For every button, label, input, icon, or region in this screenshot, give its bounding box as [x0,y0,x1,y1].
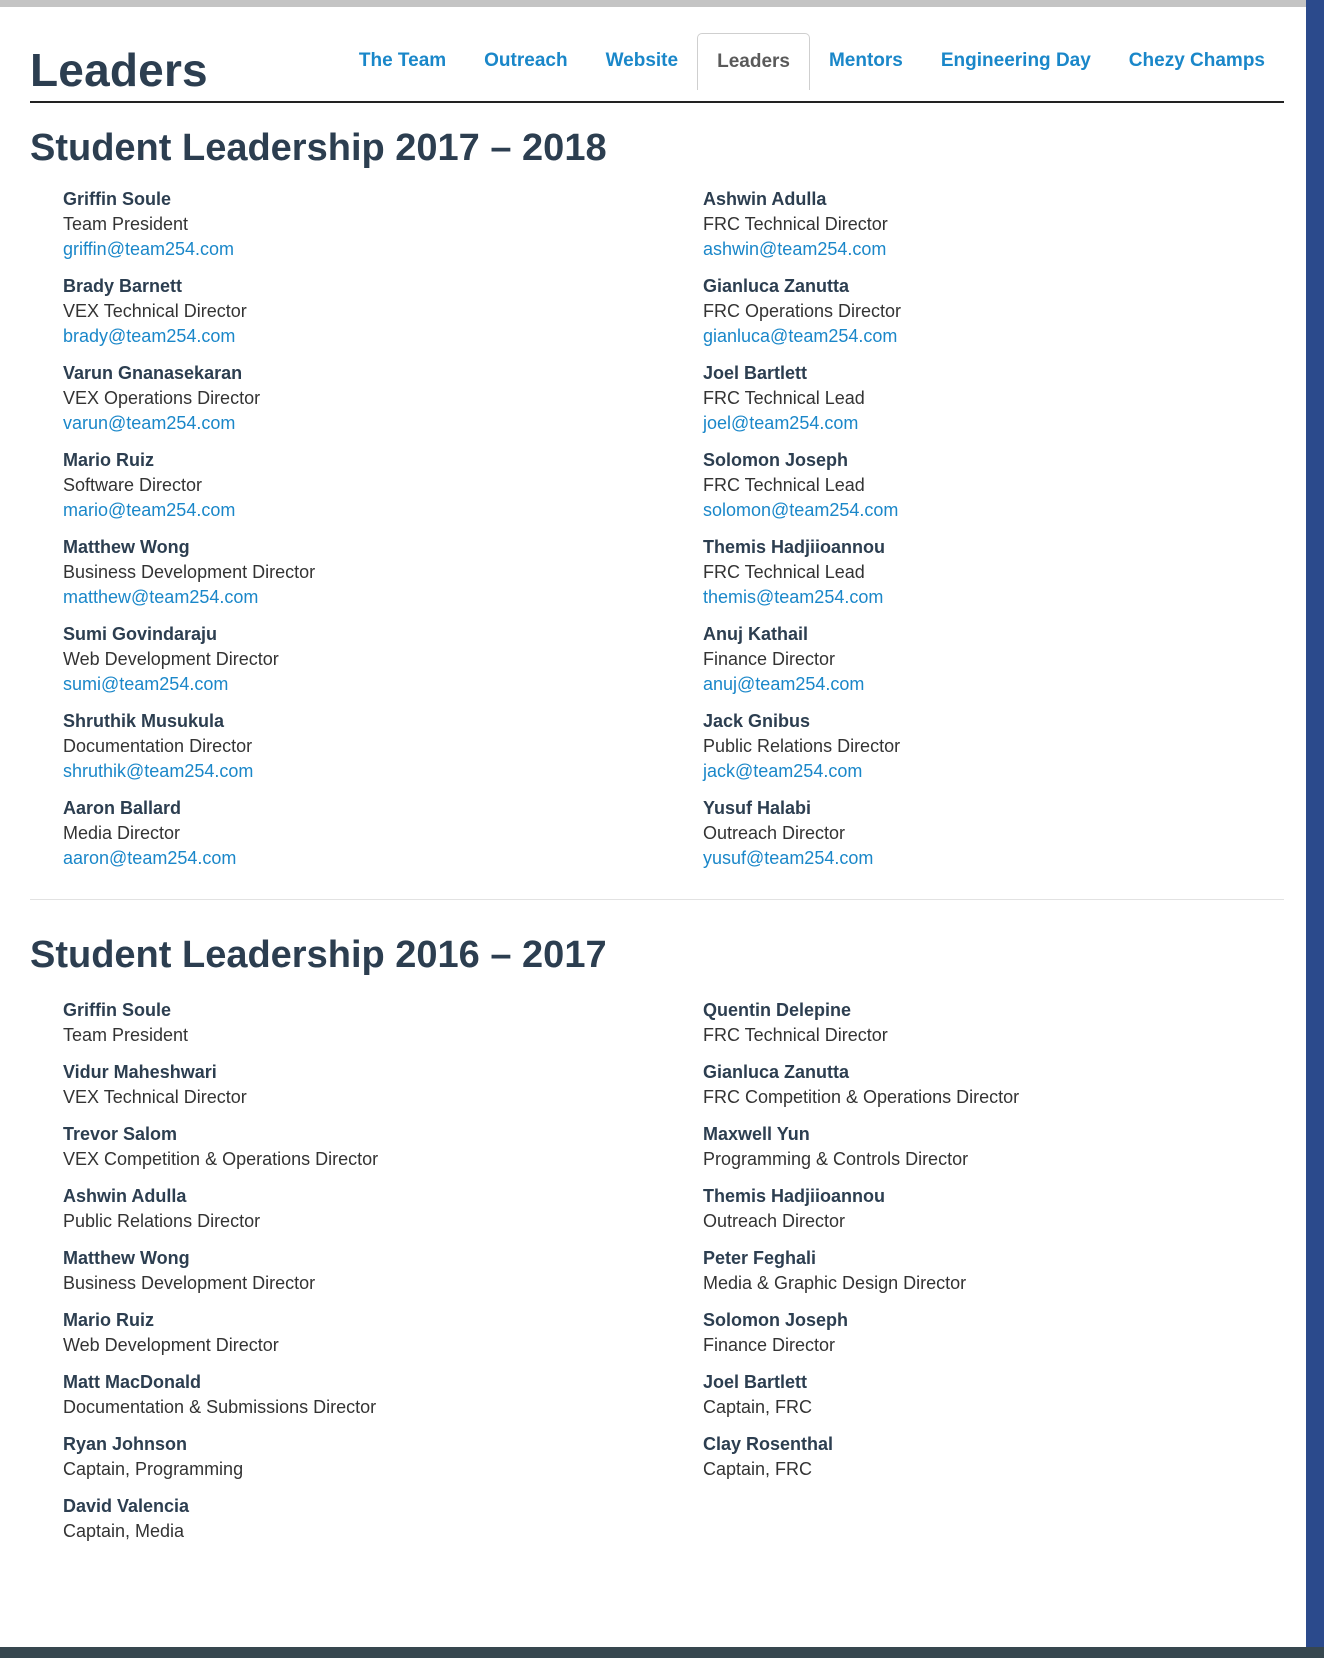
leader-role: FRC Technical Director [703,1025,888,1045]
leader-role: Public Relations Director [703,736,901,756]
leader-email-link[interactable]: aaron@team254.com [63,848,237,868]
leader-role: VEX Competition & Operations Director [63,1149,379,1169]
leader-name: Ryan Johnson [63,1434,188,1454]
leader-role: Captain, Media [63,1521,185,1541]
leader-entry [63,187,703,274]
leader-email-link[interactable]: shruthik@team254.com [63,761,254,781]
leader-name: Yusuf Halabi [703,798,812,818]
leader-column-left [63,998,703,1556]
leader-entry [63,998,703,1060]
leader-entry [63,1246,703,1308]
leader-entry [703,1122,1243,1184]
leader-name: Matthew Wong [63,1248,190,1268]
leader-name: Griffin Soule [63,1000,171,1020]
leader-entry [703,1060,1243,1122]
leader-role: Media & Graphic Design Director [703,1273,967,1293]
leader-role: Business Development Director [63,562,316,582]
leader-name: Clay Rosenthal [703,1434,834,1454]
leader-name: Gianluca Zanutta [703,276,850,296]
browser-top-bar [0,0,1324,7]
leader-entry [63,274,703,361]
leader-entry [63,361,703,448]
page-side-rail [1306,0,1324,1658]
leader-entry [703,448,1243,535]
leader-entry [63,1060,703,1122]
leader-column-left [63,187,703,883]
page-title: Leaders [30,44,208,96]
section-title: Student Leadership 2016 – 2017 [30,934,607,976]
leader-name: Themis Hadjiioannou [703,537,886,557]
leader-name: Matt MacDonald [63,1372,202,1392]
leader-entry [703,1432,1243,1494]
leader-name: Joel Bartlett [703,363,808,383]
leader-name: Ashwin Adulla [63,1186,187,1206]
leader-entry [63,1122,703,1184]
leader-role: FRC Competition & Operations Director [703,1087,1020,1107]
leader-role: Software Director [63,475,203,495]
leader-role: Captain, FRC [703,1397,813,1417]
leader-entry [63,535,703,622]
leader-name: David Valencia [63,1496,190,1516]
leader-entry [63,622,703,709]
leader-name: Mario Ruiz [63,1310,155,1330]
tab-the-team[interactable]: The Team [358,50,447,71]
leader-entry [703,796,1243,883]
leader-role: Business Development Director [63,1273,316,1293]
leader-email-link[interactable]: varun@team254.com [63,413,236,433]
page-footer-bar [0,1647,1324,1658]
leader-email-link[interactable]: solomon@team254.com [703,500,899,520]
leader-entry [703,1308,1243,1370]
leader-name: Anuj Kathail [703,624,809,644]
leader-entry [703,1370,1243,1432]
leader-email-link[interactable]: anuj@team254.com [703,674,865,694]
leader-entry [703,1184,1243,1246]
leader-name: Shruthik Musukula [63,711,225,731]
leader-email-link[interactable]: gianluca@team254.com [703,326,898,346]
leader-entry [703,361,1243,448]
leadership-section-2016-2017 [30,932,1284,1556]
leader-role: FRC Operations Director [703,301,902,321]
leader-entry [63,1184,703,1246]
tab-chezy-champs[interactable]: Chezy Champs [1128,50,1265,71]
page-content [30,7,1284,1556]
leader-role: Programming & Controls Director [703,1149,969,1169]
leader-name: Solomon Joseph [703,1310,849,1330]
leader-role: VEX Operations Director [63,388,261,408]
leader-role: Captain, Programming [63,1459,244,1479]
leader-name: Sumi Govindaraju [63,624,218,644]
leader-role: Outreach Director [703,823,846,843]
leader-name: Aaron Ballard [63,798,182,818]
leader-name: Themis Hadjiioannou [703,1186,886,1206]
leader-name: Solomon Joseph [703,450,849,470]
leader-name: Vidur Maheshwari [63,1062,217,1082]
leader-column-right [703,187,1243,883]
tab-outreach[interactable]: Outreach [484,50,568,71]
leader-email-link[interactable]: mario@team254.com [63,500,236,520]
leader-entry [63,796,703,883]
leader-role: Web Development Director [63,1335,279,1355]
tab-website[interactable]: Website [605,50,679,71]
leader-entry [703,998,1243,1060]
leader-entry [703,535,1243,622]
leader-role: Captain, FRC [703,1459,813,1479]
tab-mentors[interactable]: Mentors [828,50,903,71]
tab-leaders[interactable]: Leaders [697,33,810,90]
leader-role: VEX Technical Director [63,1087,247,1107]
leader-email-link[interactable]: brady@team254.com [63,326,236,346]
leader-name: Peter Feghali [703,1248,817,1268]
leader-role: Finance Director [703,1335,836,1355]
leader-role: Documentation & Submissions Director [63,1397,377,1417]
leader-email-link[interactable]: yusuf@team254.com [703,848,874,868]
leader-name: Mario Ruiz [63,450,155,470]
leader-role: Team President [63,1025,189,1045]
leader-name: Ashwin Adulla [703,189,827,209]
leader-entry [63,1308,703,1370]
leader-role: Media Director [63,823,181,843]
leader-entry [63,709,703,796]
tab-engineering-day[interactable]: Engineering Day [940,50,1091,71]
leader-email-link[interactable]: griffin@team254.com [63,239,235,259]
leader-email-link[interactable]: joel@team254.com [703,413,859,433]
leader-name: Maxwell Yun [703,1124,810,1144]
leader-name: Varun Gnanasekaran [63,363,243,383]
leader-entry [703,274,1243,361]
leader-entry [63,448,703,535]
leader-name: Trevor Salom [63,1124,178,1144]
leader-role: Finance Director [703,649,836,669]
leader-role: FRC Technical Director [703,214,888,234]
leader-entry [703,187,1243,274]
leader-entry [703,709,1243,796]
leader-email-link[interactable]: themis@team254.com [703,587,884,607]
section-divider [30,899,1284,900]
page-header [30,7,1284,103]
leader-role: FRC Technical Lead [703,475,865,495]
leader-name: Griffin Soule [63,189,171,209]
leader-name: Matthew Wong [63,537,190,557]
leader-role: FRC Technical Lead [703,388,865,408]
leader-entry [63,1370,703,1432]
leader-entry [63,1432,703,1494]
leader-grid [30,998,1284,1556]
leader-email-link[interactable]: ashwin@team254.com [703,239,887,259]
leader-name: Jack Gnibus [703,711,811,731]
section-title: Student Leadership 2017 – 2018 [30,127,607,169]
leader-role: FRC Technical Lead [703,562,865,582]
leader-role: Public Relations Director [63,1211,261,1231]
leader-column-right [703,998,1243,1556]
leader-name: Quentin Delepine [703,1000,852,1020]
leader-entry [63,1494,703,1556]
leader-name: Brady Barnett [63,276,183,296]
leader-email-link[interactable]: jack@team254.com [703,761,863,781]
leader-role: Team President [63,214,189,234]
leader-role: Documentation Director [63,736,253,756]
nav-tabs [340,33,1284,89]
leader-email-link[interactable]: sumi@team254.com [63,674,229,694]
leader-grid [30,187,1284,883]
leadership-section-2017-2018 [30,125,1284,900]
leader-entry [703,1246,1243,1308]
leader-name: Gianluca Zanutta [703,1062,850,1082]
leader-name: Joel Bartlett [703,1372,808,1392]
leader-role: Outreach Director [703,1211,846,1231]
leader-email-link[interactable]: matthew@team254.com [63,587,259,607]
leader-entry [703,622,1243,709]
leader-role: VEX Technical Director [63,301,247,321]
leader-role: Web Development Director [63,649,279,669]
